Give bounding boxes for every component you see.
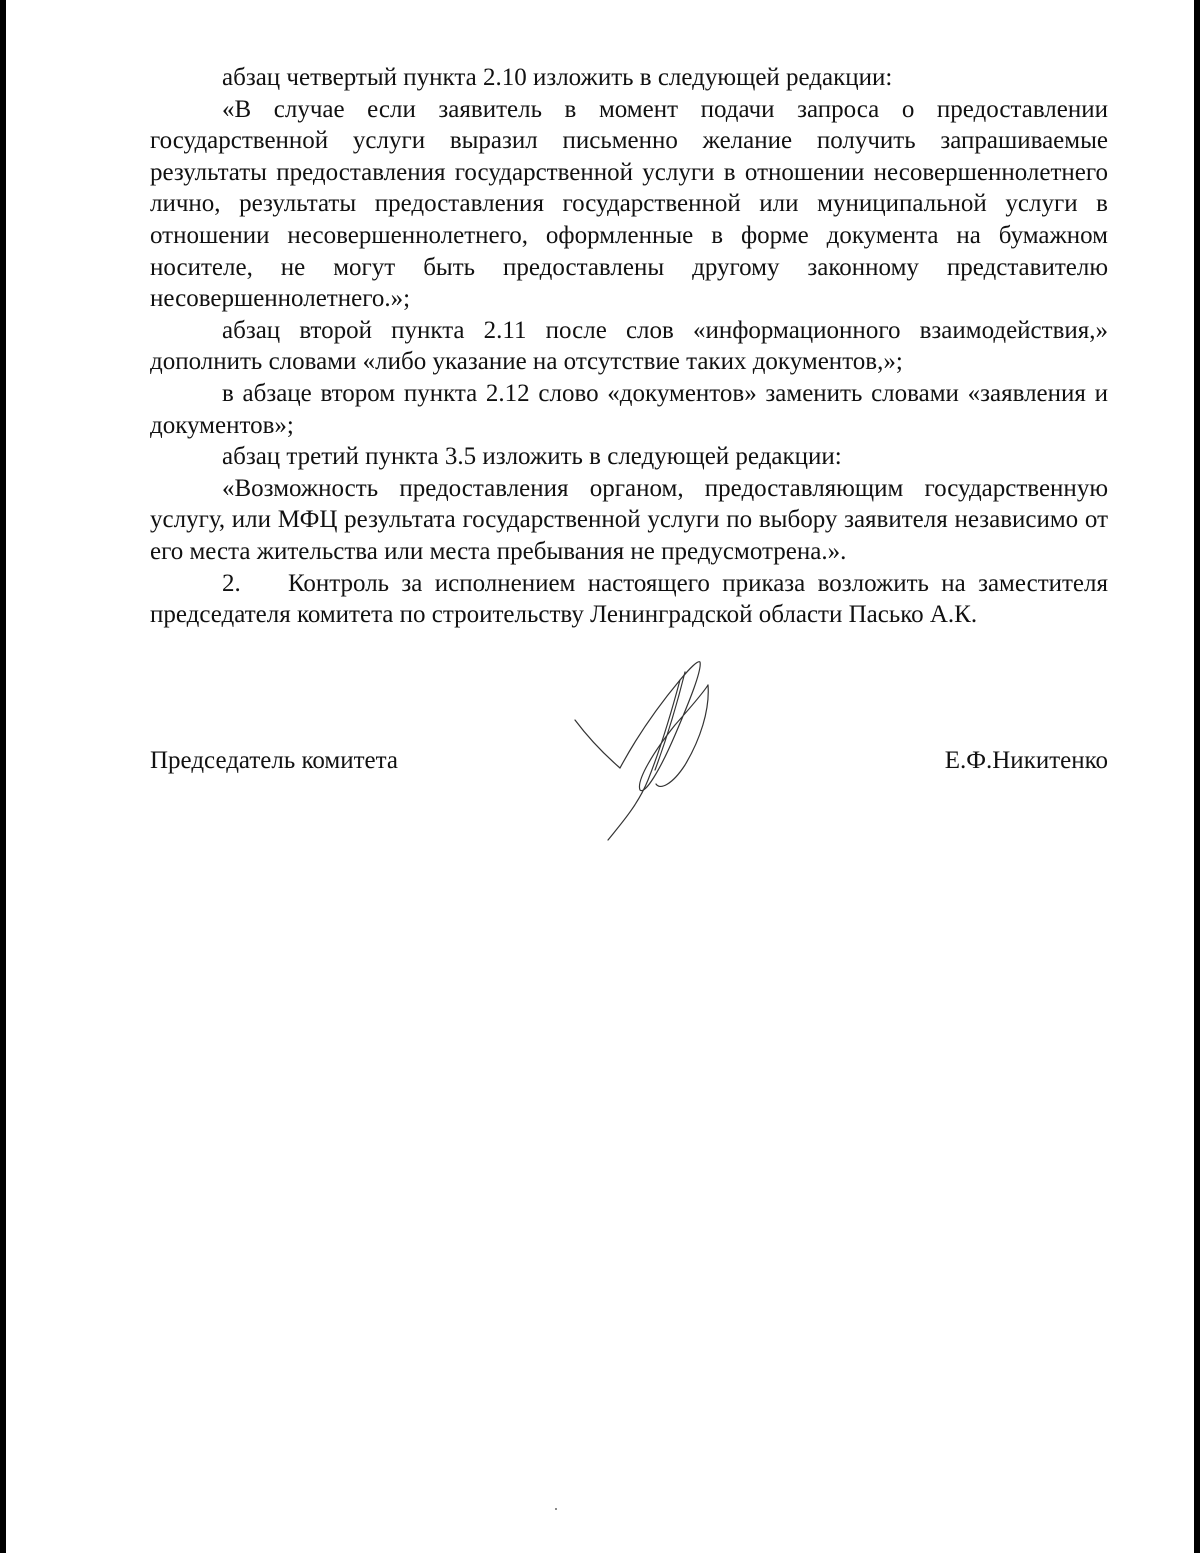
scan-edge-right [1194, 0, 1200, 1553]
signature-block [150, 745, 1108, 785]
paragraph-4: в абзаце втором пункта 2.12 слово «документов» заменить словами «заявления и документов»; [150, 379, 1108, 439]
signer-title: Председатель комитета [150, 747, 398, 774]
numbered-item-2 [150, 568, 1108, 631]
paragraph-5: абзац третий пункта 3.5 изложить в следующей редакции: [222, 443, 842, 471]
item-number: 2. [222, 569, 241, 597]
scan-speck [555, 1508, 557, 1510]
paragraph-3: абзац второй пункта 2.11 после слов «информационного взаимодействия,» дополнить словами «либо указание на отсутствие таких документов,»; [150, 316, 1108, 376]
signer-name: Е.Ф.Никитенко [944, 747, 1108, 774]
paragraph-1: абзац четвертый пункта 2.10 изложить в следующей редакции: [222, 64, 893, 91]
paragraph-2: «В случае если заявитель в момент подачи запроса о предоставлении государственной услуги выразил письменно желание получить запрашиваемые результаты предоставления государственной услуги в отношении несовершеннолетнего лично, результаты предоставления государственной или муниципальной услуги в отношении несовершеннолетнего, оформленные в форме документа на бумажном носителе, не могут быть предоставлены другому законному представителю несовершеннолетнего.»; [150, 95, 1108, 313]
document-body [150, 62, 1108, 631]
paragraph-6: «Возможность предоставления органом, предоставляющим государственную услугу, или МФЦ результата государственной услуги по выбору заявителя независимо от его места жительства или места пребывания не предусмотрена.». [150, 474, 1108, 565]
scan-edge-left [0, 0, 6, 1553]
item-text: Контроль за исполнением настоящего приказа возложить на заместителя председателя комитета по строительству Ленинградской области Пасько А.К. [150, 569, 1108, 629]
